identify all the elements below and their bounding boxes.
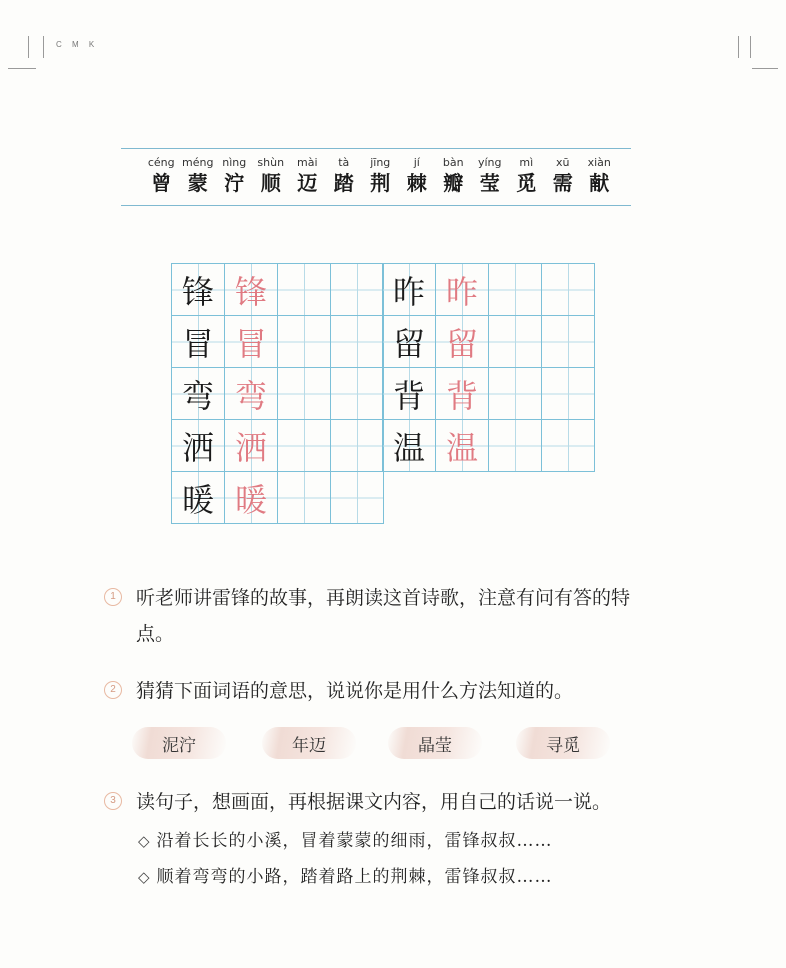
grid-row: [383, 368, 595, 420]
vocab-item: [472, 155, 509, 196]
vocab-item: [435, 155, 472, 196]
practice-cell[interactable]: [278, 472, 331, 524]
practice-cell[interactable]: [331, 368, 384, 420]
practice-cell[interactable]: [278, 264, 331, 316]
vocab-item: [143, 155, 180, 196]
hanzi: 泞: [224, 171, 245, 195]
pinyin: yíng: [477, 156, 502, 169]
hanzi: 迈: [297, 171, 318, 195]
vocab-item: [581, 155, 618, 196]
word-pill: 年迈: [262, 727, 356, 759]
hanzi: 献: [589, 171, 610, 195]
crop-mark: [8, 68, 36, 69]
writing-grid-left: [171, 263, 384, 524]
model-character: 冒: [172, 316, 225, 368]
crop-mark: [738, 36, 739, 58]
pinyin: jīng: [370, 156, 391, 169]
practice-cell[interactable]: [489, 420, 542, 472]
vocabulary-band: [121, 148, 631, 206]
pinyin: bàn: [442, 156, 464, 169]
pinyin: mì: [519, 156, 534, 169]
sentence-text: 顺着弯弯的小路，踏着路上的荆棘，雷锋叔叔……: [156, 867, 553, 887]
trace-character: 暖: [225, 472, 278, 524]
vocab-item: [545, 155, 582, 196]
trace-character: 留: [436, 316, 489, 368]
pinyin: tà: [338, 156, 350, 169]
trace-character: 昨: [436, 264, 489, 316]
exercise-text: 猜猜下面词语的意思，说说你是用什么方法知道的。: [136, 680, 574, 702]
exercise-text: 读句子，想画面，再根据课文内容，用自己的话说一说。: [136, 791, 612, 813]
grid-row: [172, 368, 384, 420]
grid-row: [383, 420, 595, 472]
color-marks: C M K: [56, 40, 99, 49]
practice-cell[interactable]: [489, 316, 542, 368]
practice-cell[interactable]: [331, 264, 384, 316]
grid-row: [172, 472, 384, 524]
crop-mark: [43, 36, 44, 58]
practice-cell[interactable]: [278, 420, 331, 472]
pinyin: céng: [147, 156, 175, 169]
hanzi: 曾: [151, 171, 172, 195]
vocab-item: [326, 155, 363, 196]
exercise-text: 听老师讲雷锋的故事，再朗读这首诗歌，注意有问有答的特点。: [136, 587, 631, 645]
model-character: 昨: [383, 264, 436, 316]
practice-cell[interactable]: [331, 420, 384, 472]
word-pill: 泥泞: [132, 727, 226, 759]
practice-cell[interactable]: [331, 472, 384, 524]
grid-row: [172, 316, 384, 368]
vocab-item: [289, 155, 326, 196]
practice-cell[interactable]: [489, 368, 542, 420]
hanzi: 顺: [260, 171, 281, 195]
model-character: 锋: [172, 264, 225, 316]
practice-cell[interactable]: [542, 368, 595, 420]
sentence-text: 沿着长长的小溪，冒着蒙蒙的细雨，雷锋叔叔……: [156, 831, 553, 851]
example-sentence: [138, 862, 553, 887]
grid-row: [172, 420, 384, 472]
rule-top: [121, 148, 631, 149]
vocab-item: [399, 155, 436, 196]
pinyin: méng: [182, 156, 214, 169]
vocab-item: [253, 155, 290, 196]
hanzi: 觅: [516, 171, 537, 195]
trace-character: 温: [436, 420, 489, 472]
practice-cell[interactable]: [278, 316, 331, 368]
grid-row: [172, 264, 384, 316]
practice-cell[interactable]: [278, 368, 331, 420]
exercise-number-badge: 2: [104, 681, 122, 699]
vocabulary-row: [143, 155, 618, 196]
example-sentence: [138, 826, 553, 851]
model-character: 背: [383, 368, 436, 420]
model-character: 弯: [172, 368, 225, 420]
practice-cell[interactable]: [542, 316, 595, 368]
pinyin: shùn: [257, 156, 285, 169]
writing-grid-right: [382, 263, 595, 472]
vocab-item: [362, 155, 399, 196]
crop-mark: [752, 68, 778, 69]
practice-cell[interactable]: [542, 264, 595, 316]
hanzi: 蒙: [187, 171, 208, 195]
trace-character: 冒: [225, 316, 278, 368]
practice-cell[interactable]: [331, 316, 384, 368]
hanzi: 瓣: [443, 171, 464, 195]
pinyin: xū: [556, 156, 570, 169]
trace-character: 弯: [225, 368, 278, 420]
practice-cell[interactable]: [489, 264, 542, 316]
grid-row: [383, 264, 595, 316]
grid-row: [383, 316, 595, 368]
trace-character: 背: [436, 368, 489, 420]
hanzi: 踏: [333, 171, 354, 195]
exercise-number-badge: 1: [104, 588, 122, 606]
hanzi: 棘: [406, 171, 427, 195]
pinyin: jí: [413, 156, 420, 169]
model-character: 暖: [172, 472, 225, 524]
diamond-icon: ◇: [138, 832, 151, 850]
model-character: 温: [383, 420, 436, 472]
vocab-item: [180, 155, 217, 196]
word-pill: 晶莹: [388, 727, 482, 759]
trace-character: 洒: [225, 420, 278, 472]
exercise-number-badge: 3: [104, 792, 122, 810]
crop-mark: [28, 36, 29, 58]
trace-character: 锋: [225, 264, 278, 316]
diamond-icon: ◇: [138, 868, 151, 886]
crop-mark: [750, 36, 751, 58]
vocab-item: [508, 155, 545, 196]
word-pill: 寻觅: [516, 727, 610, 759]
hanzi: 荆: [370, 171, 391, 195]
model-character: 洒: [172, 420, 225, 472]
pinyin: xiàn: [587, 156, 611, 169]
hanzi: 需: [552, 171, 573, 195]
vocab-item: [216, 155, 253, 196]
practice-cell[interactable]: [542, 420, 595, 472]
pinyin: mài: [296, 156, 318, 169]
hanzi: 莹: [479, 171, 500, 195]
model-character: 留: [383, 316, 436, 368]
rule-bottom: [121, 205, 631, 206]
pinyin: nìng: [222, 156, 247, 169]
